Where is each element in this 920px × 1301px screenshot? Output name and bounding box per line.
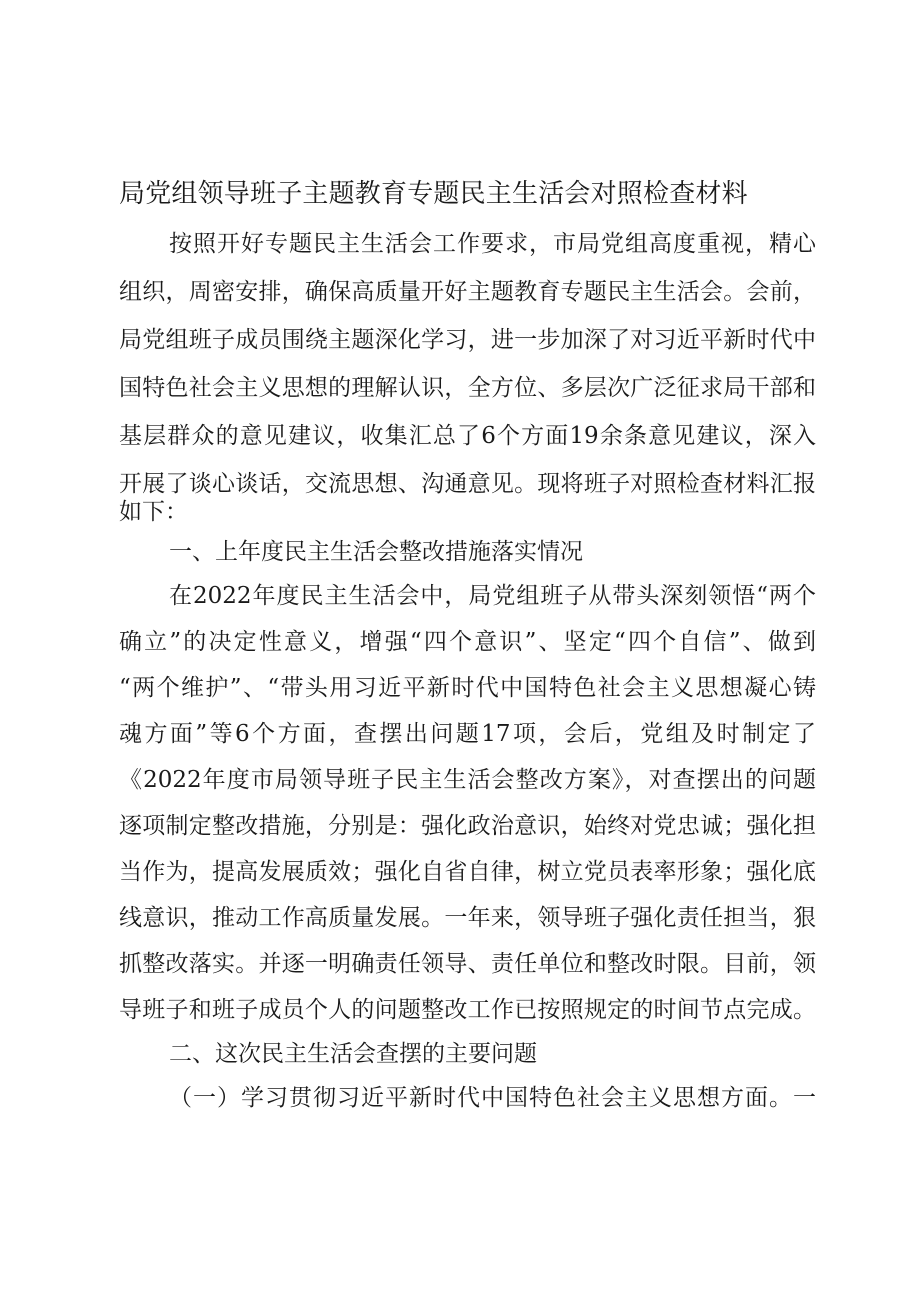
paragraph-line: 线意识，推动工作高质量发展。一年来，领导班子强化责任担当，狠 [119, 905, 816, 931]
paragraph-line: 逐项制定整改措施，分别是：强化政治意识，始终对党忠诚；强化担 [119, 813, 816, 839]
section-heading: 二、这次民主生活会查摆的主要问题 [169, 1041, 537, 1067]
paragraph-line: 基层群众的意见建议，收集汇总了6个方面19余条意见建议，深入 [119, 423, 816, 449]
paragraph-line: 开展了谈心谈话，交流思想、沟通意见。现将班子对照检查材料汇报 [119, 471, 816, 497]
paragraph-line: 局党组班子成员围绕主题深化学习，进一步加深了对习近平新时代中 [119, 327, 816, 353]
paragraph-line: “两个维护”、“带头用习近平新时代中国特色社会主义思想凝心铸 [119, 675, 816, 701]
paragraph-line: 抓整改落实。并逐一明确责任领导、责任单位和整改时限。目前，领 [119, 951, 816, 977]
paragraph-line: 如下： [119, 499, 188, 525]
paragraph-line: 《2022年度市局领导班子民主生活会整改方案》，对查摆出的问题 [119, 767, 816, 793]
paragraph-line: 组织，周密安排，确保高质量开好主题教育专题民主生活会。会前， [119, 279, 816, 305]
paragraph-line: 魂方面”等6个方面，查摆出问题17项，会后，党组及时制定了 [119, 721, 816, 747]
paragraph-line: 当作为，提高发展质效；强化自省自律，树立党员表率形象；强化底 [119, 859, 816, 885]
paragraph-line: 国特色社会主义思想的理解认识，全方位、多层次广泛征求局干部和 [119, 375, 816, 401]
paragraph-line: 按照开好专题民主生活会工作要求，市局党组高度重视，精心 [169, 231, 816, 257]
document-title: 局党组领导班子主题教育专题民主生活会对照检查材料 [119, 179, 748, 209]
paragraph-line: （一）学习贯彻习近平新时代中国特色社会主义思想方面。一 [169, 1085, 816, 1111]
paragraph-line: 导班子和班子成员个人的问题整改工作已按照规定的时间节点完成。 [119, 997, 816, 1023]
paragraph-line: 在2022年度民主生活会中，局党组班子从带头深刻领悟“两个 [169, 583, 816, 609]
section-heading: 一、上年度民主生活会整改措施落实情况 [169, 539, 583, 565]
paragraph-line: 确立”的决定性意义，增强“四个意识”、坚定“四个自信”、做到 [119, 629, 816, 655]
